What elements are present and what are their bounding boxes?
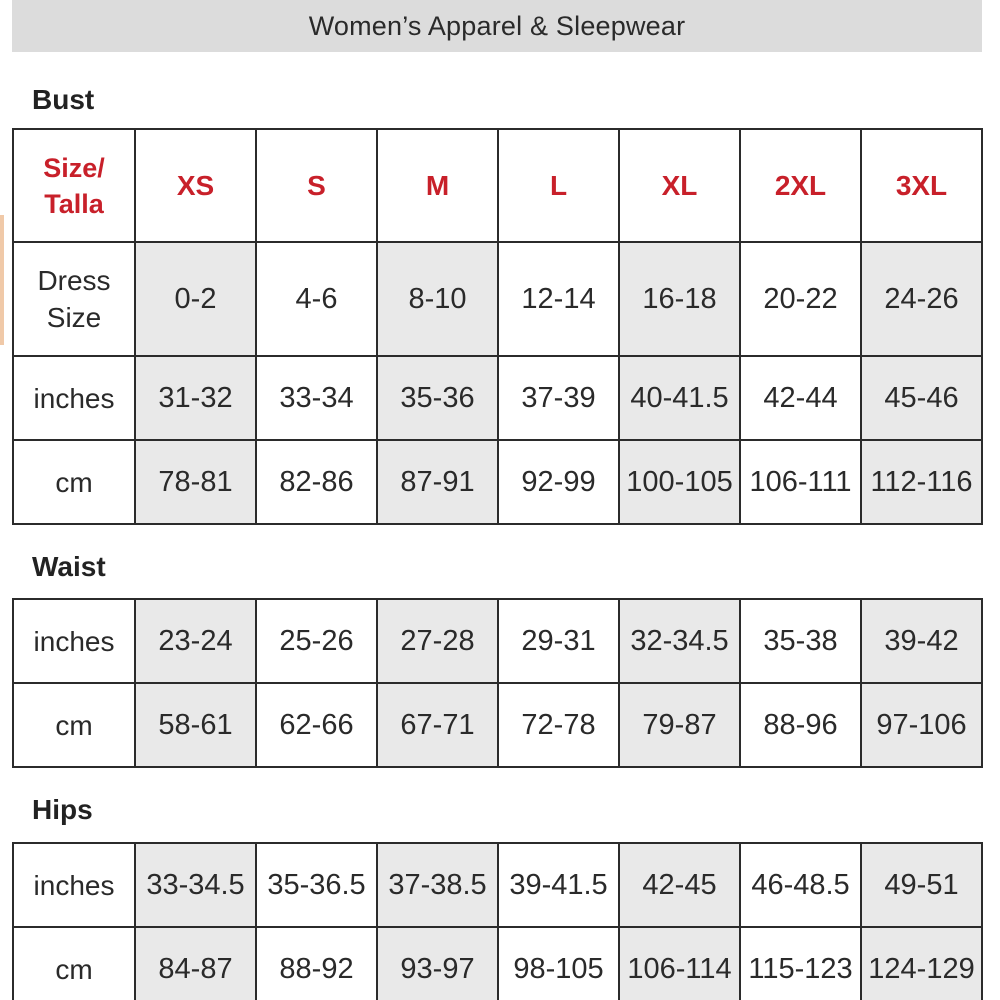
- dress-size-cell: 8-10: [377, 242, 498, 356]
- waist-cm-cell: 79-87: [619, 683, 740, 767]
- bust-cm-cell: 100-105: [619, 440, 740, 524]
- hips-inches-cell: 42-45: [619, 843, 740, 927]
- waist-inches-row: [13, 599, 982, 683]
- hips-table: [12, 842, 983, 1000]
- waist-cm-cell: 62-66: [256, 683, 377, 767]
- dress-size-cell: 12-14: [498, 242, 619, 356]
- hips-cm-cell: 93-97: [377, 927, 498, 1000]
- dress-size-cell: 24-26: [861, 242, 982, 356]
- hips-inches-cell: 39-41.5: [498, 843, 619, 927]
- size-talla-label: [13, 129, 135, 242]
- hips-cm-row: [13, 927, 982, 1000]
- header-bar: [12, 0, 982, 52]
- bust-cm-cell: 92-99: [498, 440, 619, 524]
- waist-cm-cell: 67-71: [377, 683, 498, 767]
- hips-inches-cell: 33-34.5: [135, 843, 256, 927]
- waist-cm-cell: 88-96: [740, 683, 861, 767]
- size-label-line2: Talla: [44, 188, 104, 219]
- size-s: S: [256, 129, 377, 242]
- waist-inches-cell: 35-38: [740, 599, 861, 683]
- waist-inches-cell: 39-42: [861, 599, 982, 683]
- cm-label: cm: [13, 440, 135, 524]
- inches-label: inches: [13, 599, 135, 683]
- page-title: Women’s Apparel & Sleepwear: [308, 10, 686, 41]
- bust-cm-cell: 106-111: [740, 440, 861, 524]
- hips-inches-cell: 35-36.5: [256, 843, 377, 927]
- dress-label-line2: Size: [46, 302, 102, 333]
- hips-inches-row: [13, 843, 982, 927]
- size-label-line1: Size/: [43, 152, 105, 183]
- bust-cm-cell: 112-116: [861, 440, 982, 524]
- bust-inches-cell: 37-39: [498, 356, 619, 440]
- dress-label-line1: Dress: [37, 265, 111, 296]
- hips-cm-cell: 98-105: [498, 927, 619, 1000]
- inches-label: inches: [13, 843, 135, 927]
- bust-dress-size-row: [13, 242, 982, 356]
- bust-cm-cell: 87-91: [377, 440, 498, 524]
- hips-inches-cell: 46-48.5: [740, 843, 861, 927]
- size-2xl: 2XL: [740, 129, 861, 242]
- hips-inches-cell: 49-51: [861, 843, 982, 927]
- size-3xl: 3XL: [861, 129, 982, 242]
- left-edge-accent: [0, 215, 4, 345]
- bust-inches-cell: 33-34: [256, 356, 377, 440]
- waist-inches-cell: 25-26: [256, 599, 377, 683]
- hips-cm-cell: 106-114: [619, 927, 740, 1000]
- hips-section-title: Hips: [32, 794, 93, 825]
- waist-section-title: Waist: [32, 551, 106, 582]
- bust-section-title: Bust: [32, 84, 95, 115]
- bust-inches-cell: 31-32: [135, 356, 256, 440]
- waist-cm-cell: 97-106: [861, 683, 982, 767]
- bust-inches-row: [13, 356, 982, 440]
- waist-cm-row: [13, 683, 982, 767]
- bust-size-row: [13, 129, 982, 242]
- bust-inches-cell: 45-46: [861, 356, 982, 440]
- inches-label: inches: [13, 356, 135, 440]
- bust-cm-cell: 82-86: [256, 440, 377, 524]
- bust-cm-cell: 78-81: [135, 440, 256, 524]
- bust-inches-cell: 40-41.5: [619, 356, 740, 440]
- dress-size-cell: 20-22: [740, 242, 861, 356]
- hips-cm-cell: 115-123: [740, 927, 861, 1000]
- waist-inches-cell: 29-31: [498, 599, 619, 683]
- cm-label: cm: [13, 927, 135, 1000]
- size-xl: XL: [619, 129, 740, 242]
- size-l: L: [498, 129, 619, 242]
- hips-inches-cell: 37-38.5: [377, 843, 498, 927]
- hips-cm-cell: 124-129: [861, 927, 982, 1000]
- cm-label: cm: [13, 683, 135, 767]
- bust-table: [12, 128, 983, 525]
- waist-inches-cell: 23-24: [135, 599, 256, 683]
- dress-size-cell: 0-2: [135, 242, 256, 356]
- waist-inches-cell: 32-34.5: [619, 599, 740, 683]
- waist-cm-cell: 58-61: [135, 683, 256, 767]
- bust-inches-cell: 35-36: [377, 356, 498, 440]
- waist-cm-cell: 72-78: [498, 683, 619, 767]
- bust-cm-row: [13, 440, 982, 524]
- size-m: M: [377, 129, 498, 242]
- hips-cm-cell: 84-87: [135, 927, 256, 1000]
- dress-size-label: [13, 242, 135, 356]
- dress-size-cell: 4-6: [256, 242, 377, 356]
- dress-size-cell: 16-18: [619, 242, 740, 356]
- bust-inches-cell: 42-44: [740, 356, 861, 440]
- size-xs: XS: [135, 129, 256, 242]
- waist-table: [12, 598, 983, 768]
- hips-cm-cell: 88-92: [256, 927, 377, 1000]
- waist-inches-cell: 27-28: [377, 599, 498, 683]
